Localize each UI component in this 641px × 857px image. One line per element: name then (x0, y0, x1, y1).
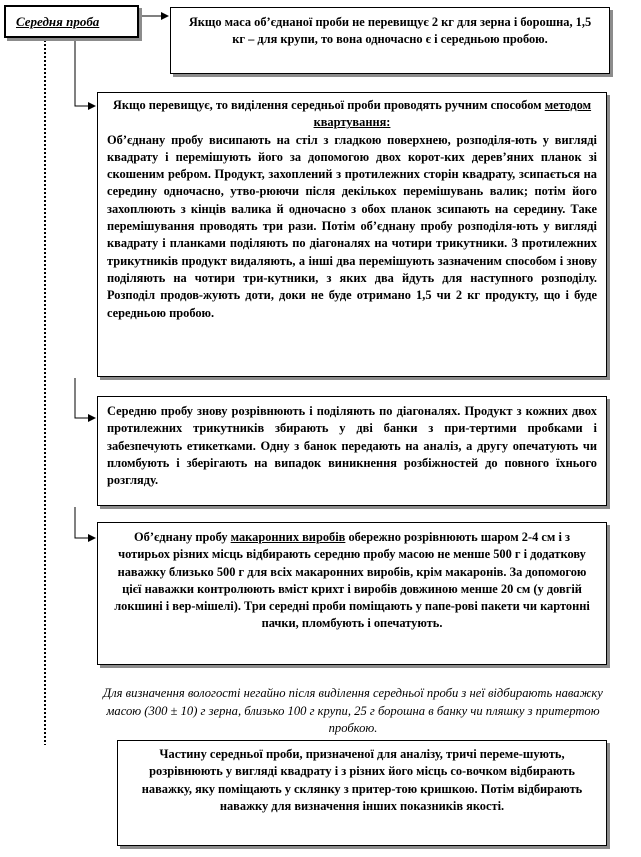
box-quartering-body: Об’єднану пробу висипають на стіл з гладкою поверхнею, розподіля-ють у вигляді квадрату і перемішують його за допомогою двох корот-ких дерев’яних планок зі скошеним ребром. Продукт, захоплений з протилежних сторін квадрату, зсипається на середину одночасно, утво-рюючи після декількох перемішувань валик; потім його захоплюють з кінців валика й одночасно з обох планок зсипають на середину. Таке перемішування проводять три рази. Потім об’єднану пробу розподіля-ють у вигляді квадрату і планками поділяють по діагоналях на чотири трикутники. З протилежних трикутників продукт видаляють, а інші два перемішують зазначеним способом і знову поділяють на чотири три-кутники, з яких два йдуть для наступного розподілу. Розподіл продов-жують доти, доки не буде отримано 1,5 чи 2 кг продукту, що і буде середньою пробою. (107, 132, 597, 320)
box-mass-check-text: Якщо маса об’єднаної проби не перевищує 2 кг для зерна і борошна, 1,5 кг – для крупи, то вона одночасно є і середньою пробою. (188, 15, 592, 47)
box-analysis-sample (117, 740, 607, 846)
connector-to-box4 (75, 507, 95, 538)
pasta-term: макаронних виробів (230, 530, 346, 544)
box-quartering-method (97, 92, 607, 377)
connector-to-box3 (75, 378, 95, 418)
box-analysis-sample-text: Частину середньої проби, призначеної для аналізу, тричі переме-шують, розрівнюють у вигляді квадрату і з різних його місць со-вочком відбирають наважку, яку поміщають у склянку з притер-тою кришкою. Потім відбирають наважку для визначення інших показників якості. (141, 747, 583, 813)
box-pasta-products (97, 522, 607, 665)
connector-to-box2 (75, 40, 95, 106)
box-split-into-jars (97, 396, 607, 506)
box-split-into-jars-text: Середню пробу знову розрівнюють і поділяють по діагоналях. Продукт з кожних двох протилежних трикутників збирають у дві банки з при-тертими пробками і забезпечують етикетками. Одну з банок передають на аналіз, а другу опечатують чи пломбують і зберігають на випадок виникнення розбіжностей до повного їхнього розгляду. (107, 404, 597, 488)
box-quartering-heading-text: Якщо перевищує, то виділення середньої проби проводять ручним способом (112, 98, 545, 112)
box-pasta-products-text (107, 529, 597, 633)
box-quartering-heading (107, 97, 597, 132)
moisture-note: Для визначення вологості негайно після виділення середньої проби з неї відбирають наважку масою (300 ± 10) г зерна, близько 100 г крупи, 25 г борошна в банку чи пляшку з притертою пробкою. (103, 686, 603, 735)
title-box (4, 5, 139, 38)
method-name: методом квартування: (313, 98, 592, 130)
box-pasta-text-pre: Об’єднану пробу (134, 530, 231, 544)
title-label: Середня проба (16, 13, 100, 29)
box-mass-check (170, 7, 610, 74)
box-pasta-text-post: обережно розрівнюють шаром 2-4 см і з чотирьох різних місць відбирають середню пробу масою не менше 500 г і додаткову наважку близько 500 г для всіх макаронних виробів, крім макаронів. За допомогою цієї наважки контролюють вміст крихт і виробів довжиною менше 20 см (у довгій локшині і вер-мішелі). Три середні проби поміщають у папе-рові пакети чи картонні пачки, пломбують і опечатують. (114, 530, 590, 631)
